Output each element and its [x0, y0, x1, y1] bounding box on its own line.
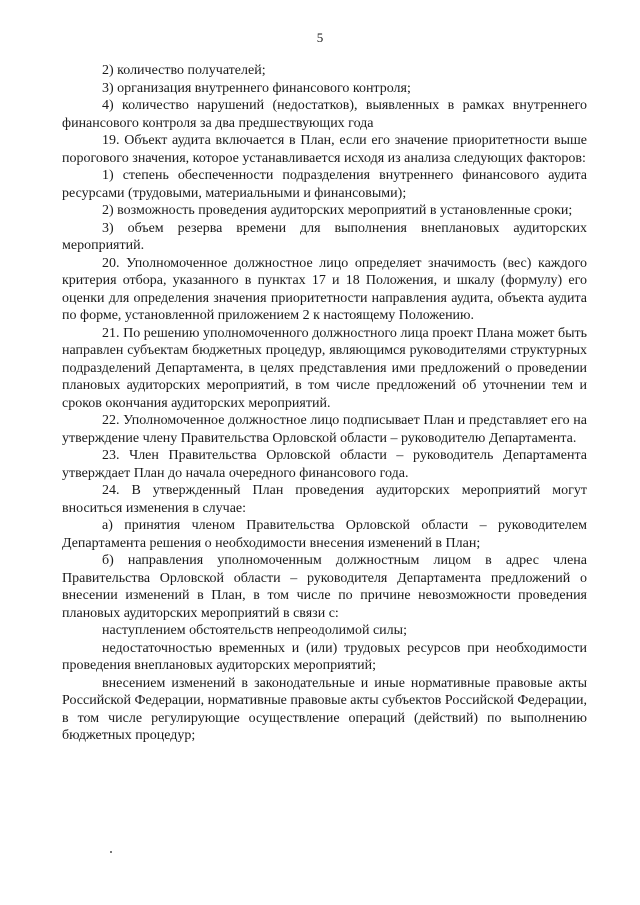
paragraph-21: 21. По решению уполномоченного должностного лица проект Плана может быть направлен субъектам бюджетных процедур, являющимся руководителями структурных подразделений Департамента, в целях представления ими предложений о проведении плановых аудиторских мероприятий, в том числе предложений об уточнении тем и сроков окончания аудиторских мероприятий. — [62, 325, 587, 411]
paragraph-item-3: 3) организация внутреннего финансового контроля; — [102, 80, 411, 96]
paragraph-22: 22. Уполномоченное должностное лицо подписывает План и представляет его на утверждение члену Правительства Орловской области – руководителю Департамента. — [62, 413, 587, 446]
paragraph-20: 20. Уполномоченное должностное лицо определяет значимость (вес) каждого критерия отбора, указанного в пунктах 17 и 18 Положения, и шкалу (формулу) его оценки для определения значения приоритетности направления аудита, объекта аудита по форме, установленной приложением 2 к настоящему Положению. — [62, 255, 587, 323]
paragraph-24-item-b: б) направления уполномоченным должностным лицом в адрес члена Правительства Орловской области – руководителя Департамента предложений о внесении изменений в План, в том числе по причине невозможности проведения плановых аудиторских мероприятий в связи с: — [62, 553, 587, 621]
scan-speck — [110, 851, 112, 853]
paragraph-item-2: 2) количество получателей; — [102, 63, 266, 78]
reason-force-majeure: наступлением обстоятельств непреодолимой силы; — [102, 623, 407, 638]
paragraph-19-item-2: 2) возможность проведения аудиторских мероприятий в установленные сроки; — [102, 203, 573, 218]
paragraph-19-item-3: 3) объем резерва времени для выполнения внеплановых аудиторских мероприятий. — [62, 220, 587, 253]
page-number: 5 — [316, 30, 324, 45]
paragraph-24: 24. В утвержденный План проведения аудиторских мероприятий могут вноситься изменения в случае: — [62, 483, 587, 516]
paragraph-item-4: 4) количество нарушений (недостатков), выявленных в рамках внутреннего финансового контроля за два предшествующих года — [62, 98, 587, 131]
reason-insufficient-resources: недостаточностью временных и (или) трудовых ресурсов при необходимости проведения внеплановых аудиторских мероприятий; — [62, 640, 587, 673]
paragraph-24-item-a: а) принятия членом Правительства Орловской области – руководителем Департамента решения о необходимости внесения изменений в План; — [62, 518, 587, 551]
paragraph-19: 19. Объект аудита включается в План, если его значение приоритетности выше порогового значения, которое устанавливается исходя из анализа следующих факторов: — [62, 133, 587, 166]
paragraph-23: 23. Член Правительства Орловской области – руководитель Департамента утверждает План до начала очередного финансового года. — [62, 448, 587, 481]
document-body — [62, 62, 587, 745]
paragraph-19-item-1: 1) степень обеспеченности подразделения внутреннего финансового аудита ресурсами (трудовыми, материальными и финансовыми); — [62, 168, 587, 201]
reason-legislation-changes: внесением изменений в законодательные и иные нормативные правовые акты Российской Федерации, нормативные правовые акты субъектов Российской Федерации, в том числе регулирующие осуществление операций (действий) по выполнению бюджетных процедур; — [62, 675, 587, 743]
